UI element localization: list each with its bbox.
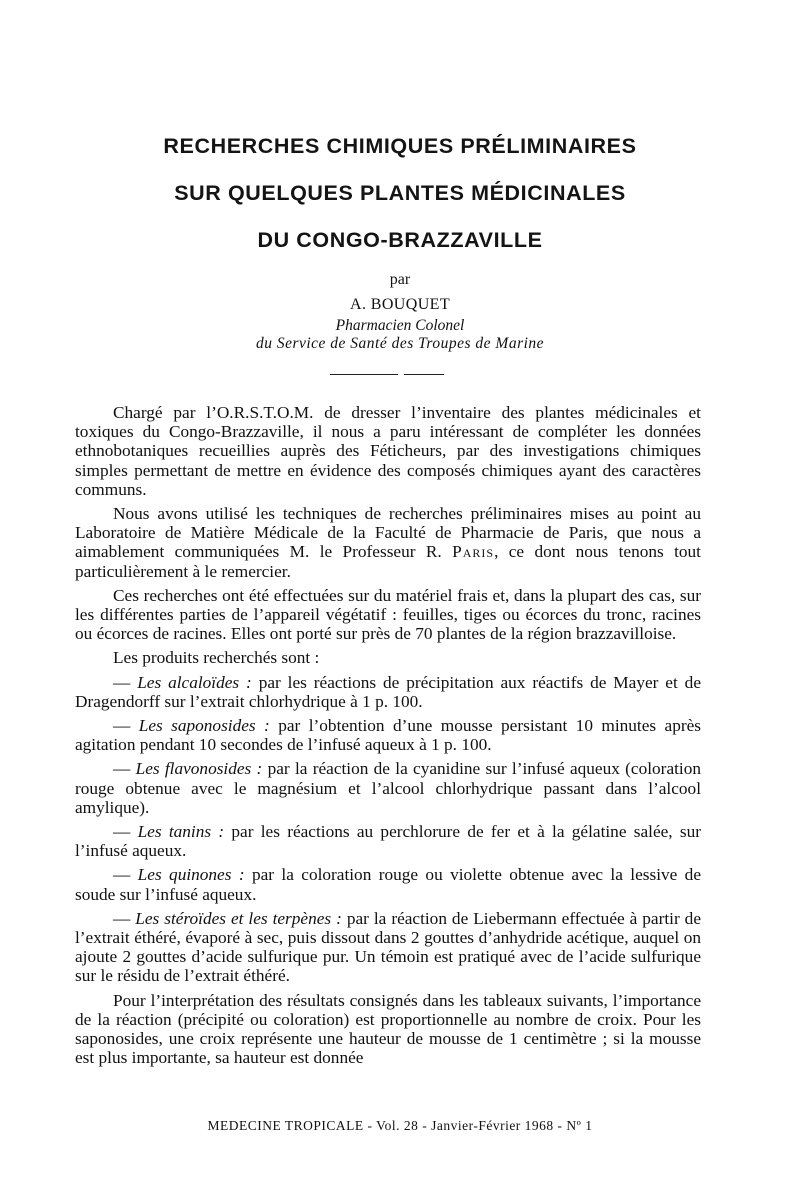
list-item — [75, 716, 701, 754]
paragraph-products-intro: Les produits recherchés sont : — [113, 648, 320, 668]
list-item-term: Les tanins : — [137, 822, 225, 842]
dash: — — [113, 865, 138, 885]
list-item-text: par la réaction de Liebermann effectuée à partir de l’extrait éthéré, évaporé à sec, puis dissout dans 2 gouttes d’anhydride acétique, auquel on ajoute 2 gouttes d’acide sulfurique pur. Un témoin est pratiqué avec de l’acide sulfurique sur le résidu de l’extrait éthéré. — [75, 908, 701, 986]
paragraph-methods-text: Nous avons utilisé les techniques de recherches préliminaires mises au point au Laboratoire de Matière Médicale de la Faculté de Pharmacie de Paris, que nous a aimablement communiquées M. le Professeur R. — [75, 504, 701, 562]
list-item — [75, 759, 701, 817]
article-title-line-2: SUR QUELQUES PLANTES MÉDICINALES — [174, 181, 626, 205]
list-item-text: par la réaction de la cyanidine sur l’infusé aqueux (coloration rouge obtenue avec le magnésium et l’alcool chlorhydrique passant dans l’alcool amylique). — [75, 759, 701, 817]
list-item-term: Les stéroïdes et les terpènes : — [135, 908, 342, 928]
list-item-text: par l’obtention d’une mousse persistant 10 minutes après agitation pendant 10 secondes de l’infusé aqueux à 1 p. 100. — [75, 716, 701, 755]
separator-rule — [330, 374, 398, 375]
list-item — [75, 909, 701, 986]
author-name: A. BOUQUET — [350, 296, 450, 313]
list-item-term: Les quinones : — [137, 865, 245, 885]
dash: — — [113, 908, 136, 928]
separator-rule — [404, 374, 444, 375]
list-item-term: Les saponosides : — [138, 716, 270, 736]
journal-footer: MEDECINE TROPICALE - Vol. 28 - Janvier-Février 1968 - Nº 1 — [207, 1118, 593, 1133]
paragraph-material: Ces recherches ont été effectuées sur du matériel frais et, dans la plupart des cas, sur les différentes parties de l’appareil végétatif : feuilles, tiges ou écorces du tronc, racines ou écorces de racines. Elles ont porté sur près de 70 plantes de la région brazzavilloise. — [75, 585, 701, 644]
dash: — — [113, 822, 138, 842]
article-title-line-3: DU CONGO-BRAZZAVILLE — [257, 228, 543, 252]
byline-par: par — [389, 271, 411, 288]
list-item-term: Les alcaloïdes : — [137, 672, 252, 692]
list-item — [75, 673, 701, 711]
author-service: du Service de Santé des Troupes de Marine — [255, 335, 545, 352]
article-body — [75, 403, 701, 1075]
paragraph-methods — [75, 504, 701, 581]
article-title-line-1: RECHERCHES CHIMIQUES PRÉLIMINAIRES — [163, 134, 637, 158]
dash: — — [113, 716, 139, 736]
dash: — — [113, 672, 138, 692]
paragraph-interpretation: Pour l’interprétation des résultats consignés dans les tableaux suivants, l’importance de la réaction (précipité ou coloration) est proportionnelle au nombre de croix. Pour les saponosides, une croix représente une hauteur de mousse de 1 centimètre ; si la mousse est plus importante, sa hauteur est donnée — [75, 990, 701, 1068]
list-item — [75, 865, 701, 903]
list-item-text: par la coloration rouge ou violette obtenue avec la lessive de soude sur l’infusé aqueux. — [75, 865, 701, 904]
author-role: Pharmacien Colonel — [335, 317, 465, 334]
dash: — — [113, 759, 136, 779]
professor-name: Paris — [452, 542, 495, 562]
list-item-text: par les réactions au perchlorure de fer et à la gélatine salée, sur l’infusé aqueux. — [75, 822, 702, 861]
paragraph-intro: Chargé par l’O.R.S.T.O.M. de dresser l’inventaire des plantes médicinales et toxiques du Congo-Brazzaville, il nous a paru intéressant de compléter les données ethnobotaniques recueillies auprès des Féticheurs, par des investigations chimiques simples permettant de mettre en évidence des composés chimiques ayant des caractères communs. — [75, 403, 701, 499]
list-item-term: Les flavonosides : — [135, 759, 263, 779]
list-item — [75, 822, 701, 860]
paragraph-methods-text-end: , ce dont nous tenons tout particulièrement à le remercier. — [75, 542, 701, 581]
list-item-text: par les réactions de précipitation aux réactifs de Mayer et de Dragendorff sur l’extrait chlorhydrique à 1 p. 100. — [75, 672, 701, 711]
